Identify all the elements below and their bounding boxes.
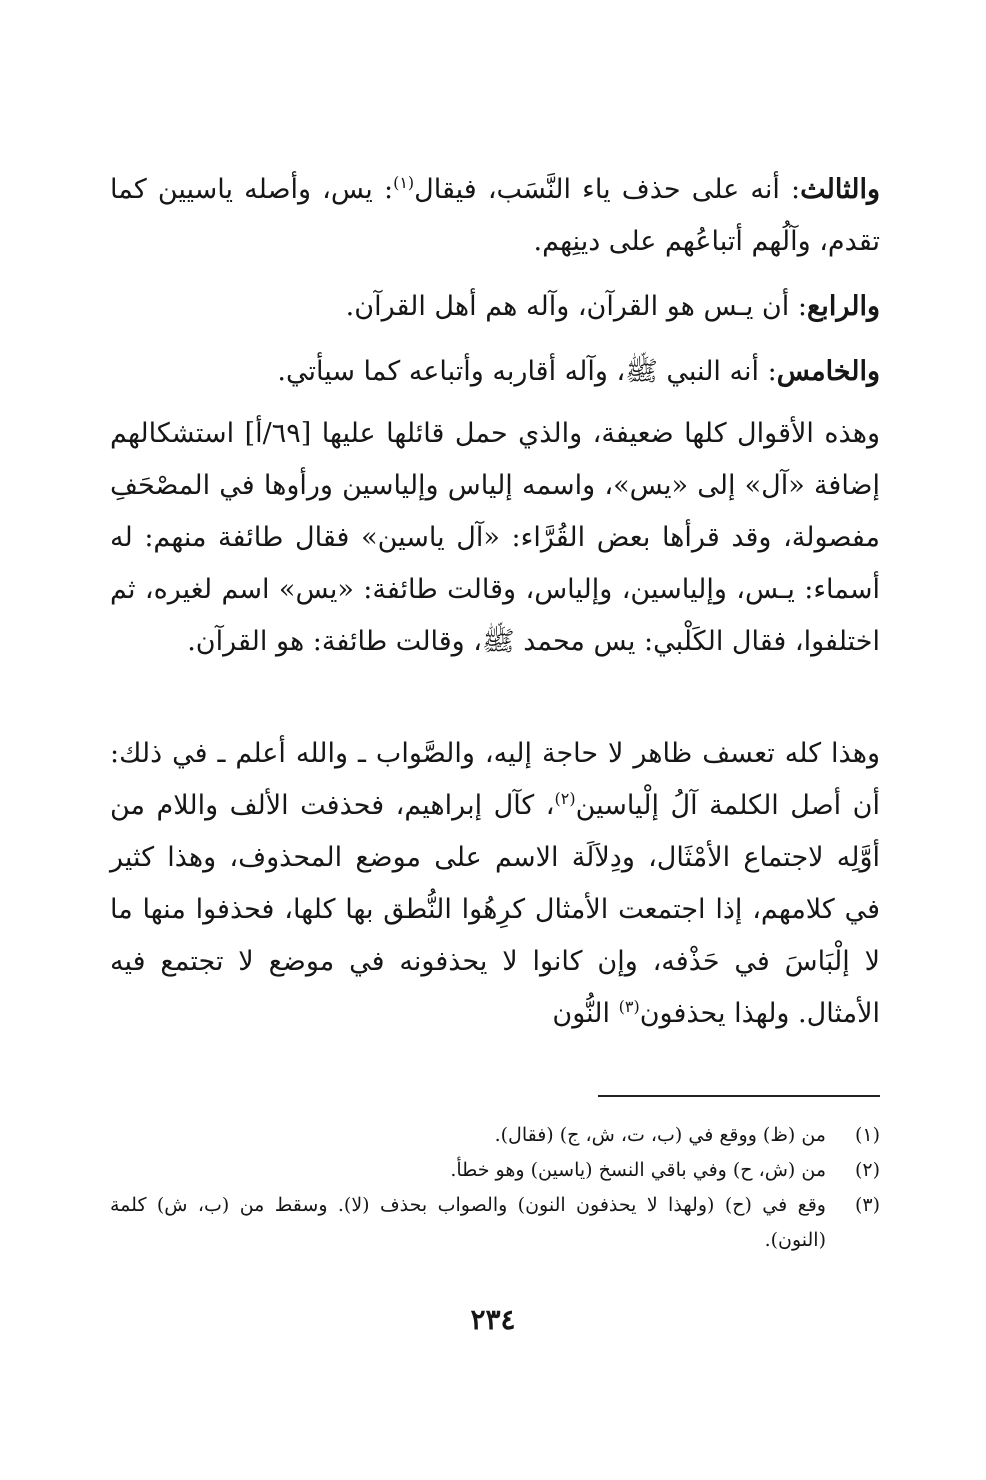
- paragraph-fifth-view: [110, 346, 880, 398]
- footnote-number: (٢): [854, 1159, 880, 1181]
- paragraph-text: : أنه النبي ﷺ، وآله أقاربه وأتباعه كما سيأتي.: [277, 356, 777, 387]
- footnote-text: وقع في (ح) (ولهذا لا يحذفون النون) والصواب بحذف (لا). وسقط من (ب، ش) كلمة (النون).: [110, 1194, 826, 1251]
- paragraph-text: ، كآل إبراهيم، فحذفت الألف واللام من أوَّلِه لاجتماع الأمْثَال، ودِلاَلَة الاسم على موضع المحذوف، وهذا كثير في كلامهم، إذا اجتمعت الأمثال كرِهُوا النُّطق بها كلها، فحذفوا منها ما لا إلْبَاسَ في حَذْفه، وإن كانوا لا يحذفونه في موضع لا تجتمع فيه الأمثال. ولهذا يحذفون: [110, 790, 880, 1029]
- page-number: ٢٣٤: [470, 1303, 516, 1336]
- footnote-item: [110, 1188, 880, 1258]
- footnote-ref-3[interactable]: (٣): [618, 997, 640, 1016]
- footnote-item: [110, 1118, 880, 1153]
- footnotes: [110, 1118, 880, 1258]
- paragraph-lead: والثالث: [800, 174, 880, 205]
- paragraph-third-view: [110, 164, 880, 268]
- paragraph-correct-view: [110, 728, 880, 1040]
- paragraph-lead: والخامس: [776, 356, 880, 387]
- paragraph-text: : أنه على حذف ياء النَّسَب، فيقال: [414, 174, 801, 205]
- footnote-text: من (ش، ح) وفي باقي النسخ (ياسين) وهو خطأ.: [450, 1159, 826, 1181]
- paragraph-fourth-view: [110, 281, 880, 333]
- paragraph-text: وهذه الأقوال كلها ضعيفة، والذي حمل قائلها عليها [٦٩/أ] استشكالهم إضافة «آل» إلى «يس»، واسمه إلياس وإلياسين ورأوها في المصْحَفِ مفصولة، وقد قرأها بعض القُرَّاء: «آل ياسين» فقال طائفة منهم: له أسماء: يـس، وإلياسين، وإلياس، وقالت طائفة: «يس» اسم لغيره، ثم اختلفوا، فقال الكَلْبي: يس محمد ﷺ، وقالت طائفة: هو القرآن.: [110, 418, 880, 657]
- paragraph-text: : يس، وأصله ياسيين كما تقدم، وآلُهم أتباعُهم على دينِهم.: [110, 174, 880, 257]
- footnote-ref-1[interactable]: (١): [393, 173, 415, 192]
- paragraph-text: وهذا كله تعسف ظاهر لا حاجة إليه، والصَّواب ـ والله أعلم ـ في ذلك: أن أصل الكلمة آلُ إلْياسين: [110, 738, 880, 821]
- paragraph-lead: والرابع: [806, 291, 880, 322]
- footnote-text: من (ظ) ووقع في (ب، ت، ش، ج) (فقال).: [494, 1124, 826, 1146]
- paragraph-text: النُّون: [552, 998, 619, 1029]
- footnote-number: (١): [854, 1124, 880, 1146]
- paragraph-text: : أن يـس هو القرآن، وآله هم أهل القرآن.: [345, 291, 807, 322]
- paragraph-weak-opinions: [110, 408, 880, 668]
- footnote-number: (٣): [854, 1194, 880, 1216]
- footnote-divider: [598, 1095, 880, 1097]
- footnote-ref-2[interactable]: (٢): [554, 789, 576, 808]
- footnote-item: [110, 1153, 880, 1188]
